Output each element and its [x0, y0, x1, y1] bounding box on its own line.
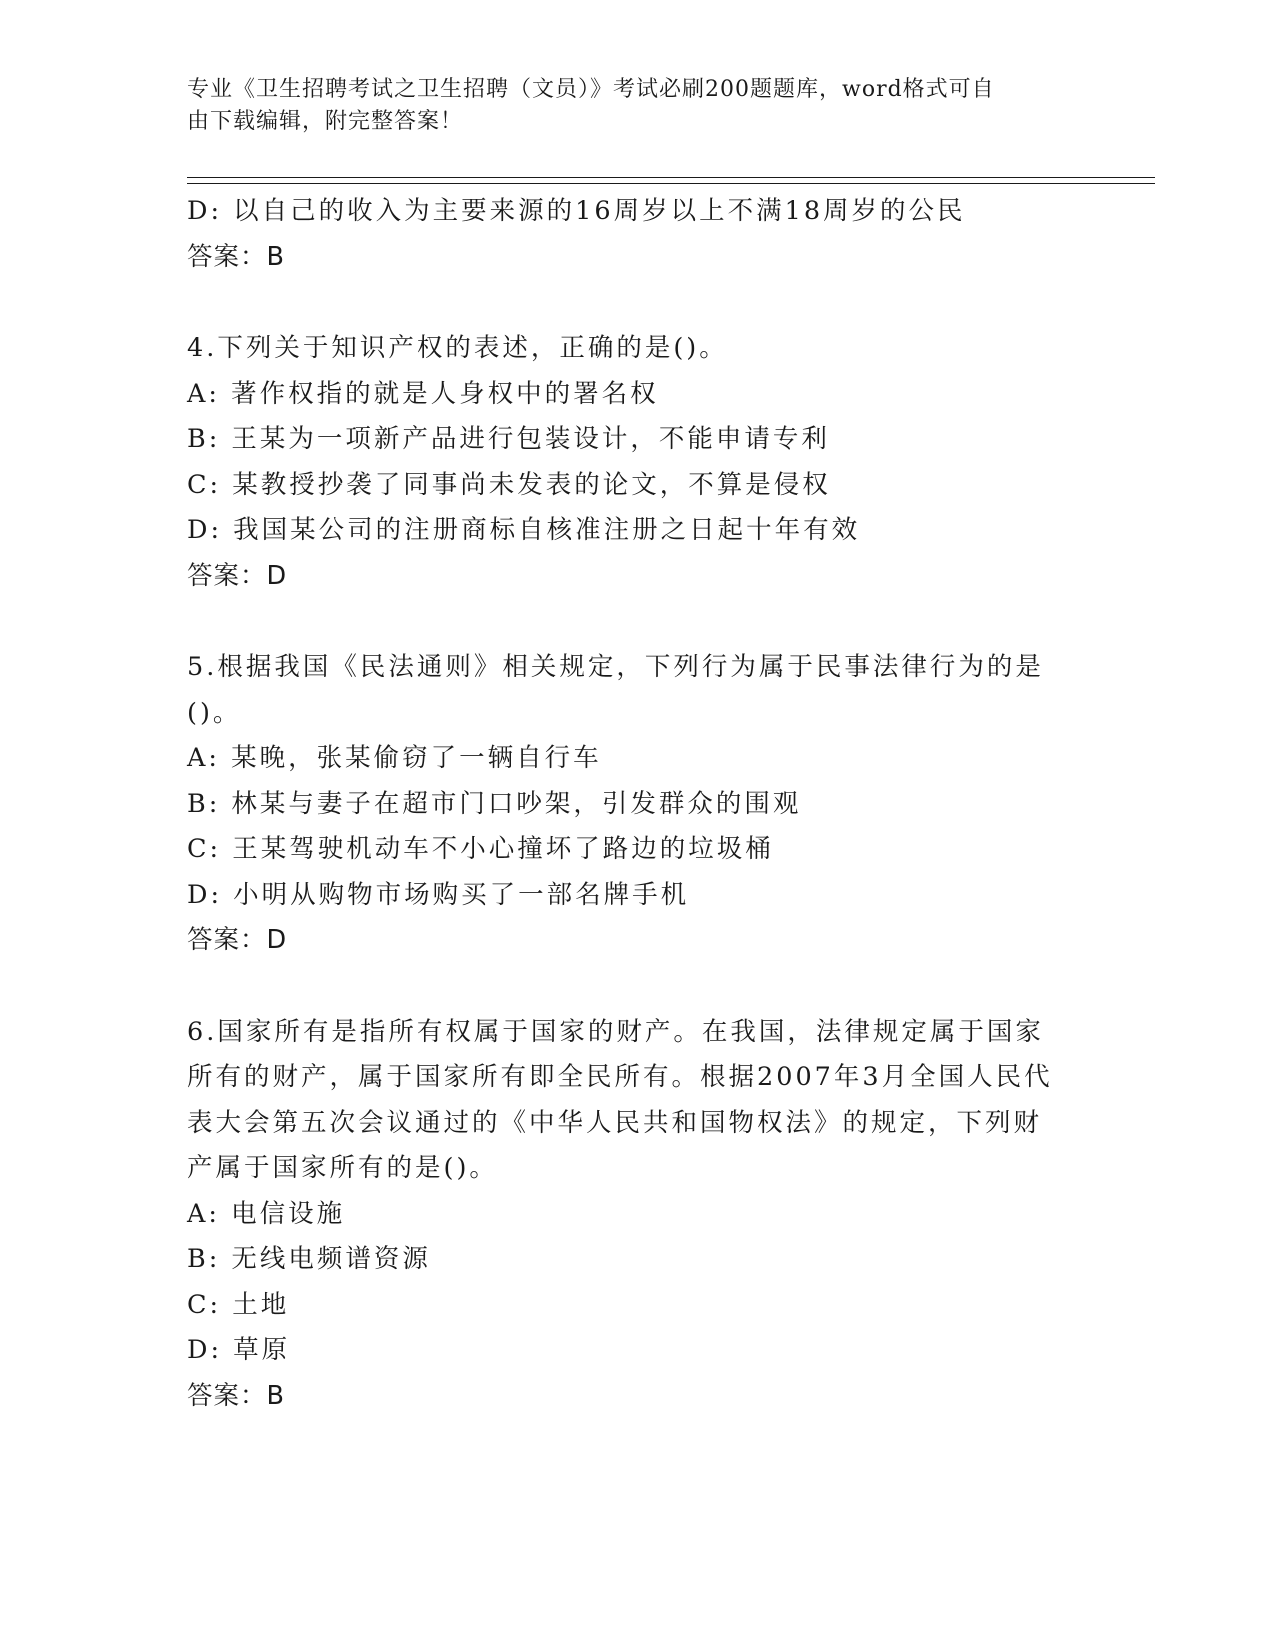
header-line-1: 专业《卫生招聘考试之卫生招聘（文员）》考试必刷200题题库，word格式可自	[187, 77, 995, 102]
question-stem: 6.国家所有是指所有权属于国家的财产。在我国，法律规定属于国家	[187, 1016, 1044, 1047]
answer: 答案：D	[187, 925, 288, 955]
option-a: A: 电信设施	[187, 1198, 346, 1229]
option-d: D: 我国某公司的注册商标自核准注册之日起十年有效	[187, 515, 861, 545]
option-b: B: 林某与妻子在超市门口吵架，引发群众的围观	[187, 788, 802, 819]
prev-option-d: D: 以自己的收入为主要来源的16周岁以上不满18周岁的公民	[187, 196, 966, 226]
document-header	[187, 74, 1067, 138]
question-stem: 产属于国家所有的是()。	[187, 1153, 498, 1183]
question-5	[187, 645, 1087, 964]
option-a: A: 著作权指的就是人身权中的署名权	[187, 378, 659, 409]
question-4	[187, 326, 1087, 599]
answer: 答案：B	[187, 1380, 285, 1411]
question-stem: ()。	[187, 697, 242, 728]
option-d: D: 小明从购物市场购买了一部名牌手机	[187, 879, 690, 910]
header-divider-bottom	[187, 183, 1155, 184]
option-a: A: 某晚，张某偷窃了一辆自行车	[187, 743, 602, 773]
option-b: B: 无线电频谱资源	[187, 1244, 431, 1274]
spacer	[187, 599, 1087, 645]
question-stem: 所有的财产，属于国家所有即全民所有。根据2007年3月全国人民代	[187, 1062, 1053, 1092]
option-c: C: 土地	[187, 1289, 290, 1320]
option-c: C: 王某驾驶机动车不小心撞坏了路边的垃圾桶	[187, 834, 774, 864]
question-6	[187, 1010, 1087, 1420]
spacer	[187, 964, 1087, 1010]
spacer	[187, 280, 1087, 326]
question-stem: 5.根据我国《民法通则》相关规定，下列行为属于民事法律行为的是	[187, 652, 1044, 682]
header-line-2: 由下载编辑，附完整答案！	[187, 109, 464, 134]
answer: 答案：D	[187, 560, 288, 591]
question-stem: 4.下列关于知识产权的表述，正确的是()。	[187, 333, 728, 363]
header-divider-top	[187, 177, 1155, 178]
prev-answer: 答案：B	[187, 241, 285, 272]
option-c: C: 某教授抄袭了同事尚未发表的论文，不算是侵权	[187, 469, 831, 500]
document-body	[187, 189, 1087, 1419]
option-d: D: 草原	[187, 1335, 291, 1365]
question-stem: 表大会第五次会议通过的《中华人民共和国物权法》的规定，下列财	[187, 1107, 1043, 1138]
option-b: B: 王某为一项新产品进行包装设计，不能申请专利	[187, 424, 830, 454]
